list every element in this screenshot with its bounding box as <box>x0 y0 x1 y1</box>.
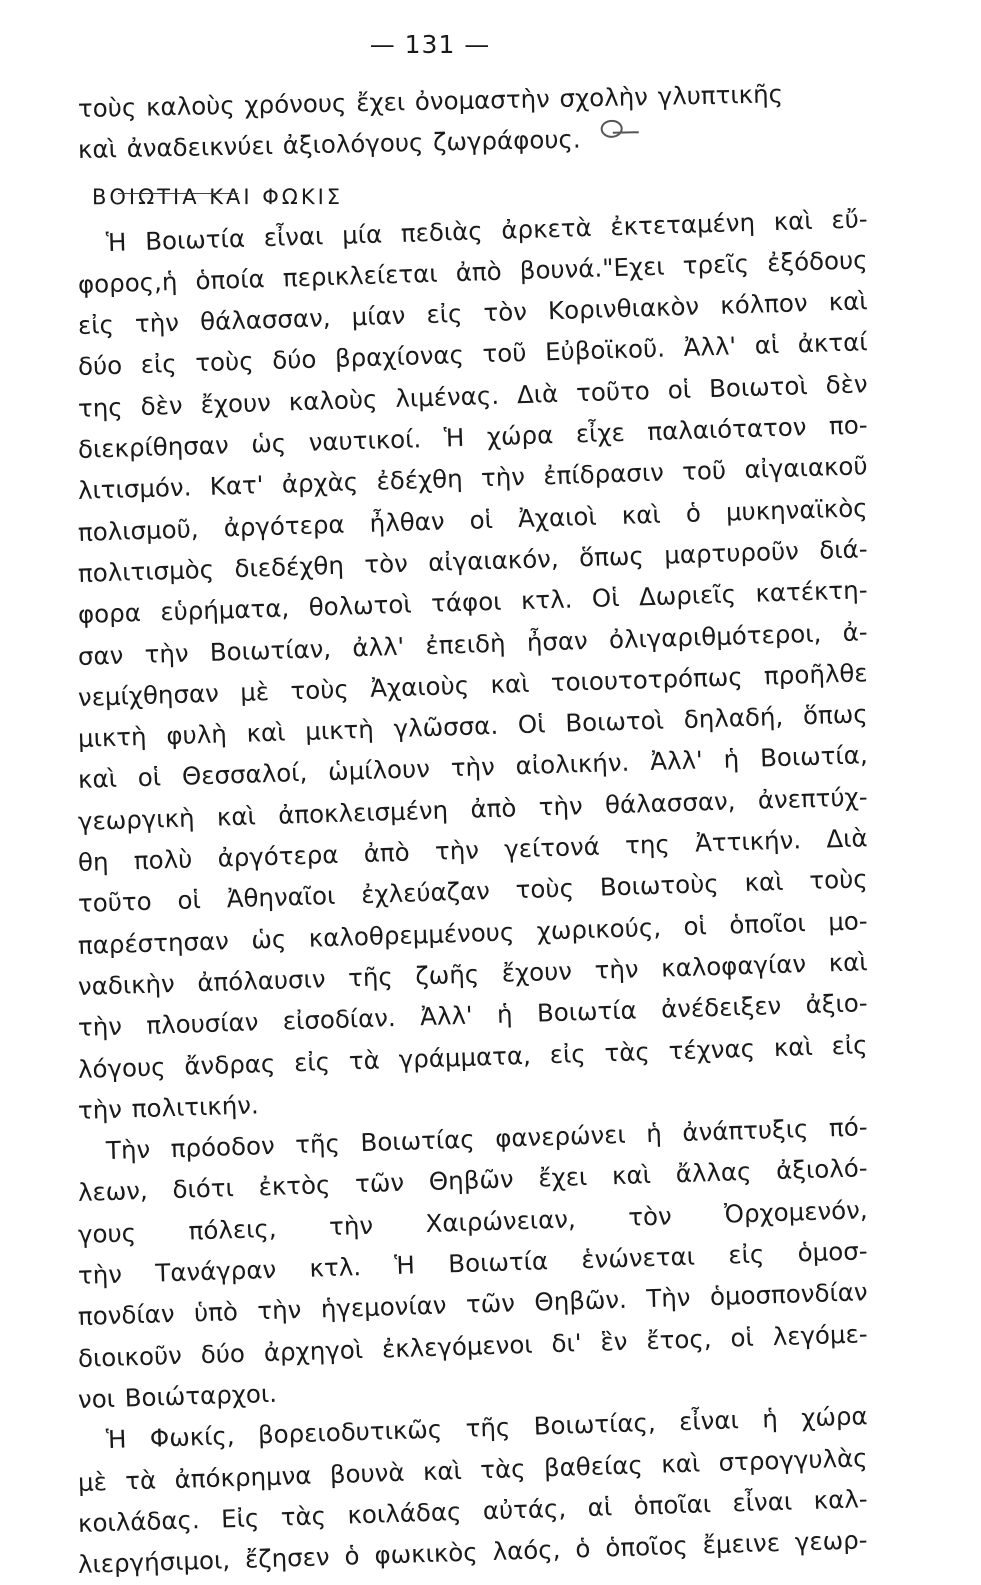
text-line: πολισμοῦ, ἀργότερα ἦλθαν οἱ Ἀχαιοὶ καὶ ὁ μυκηναϊκὸς <box>77 492 868 547</box>
text-line: φορα εὑρήματα, θολωτοὶ τάφοι κτλ. Οἱ Δωριεῖς κατέκτη- <box>77 575 868 630</box>
text-line: κοιλάδας. Εἰς τὰς κοιλάδας αὐτάς, αἱ ὁποῖαι εἶναι καλ- <box>77 1483 869 1538</box>
text-line: λεων, διότι ἐκτὸς τῶν Θηβῶν ἔχει καὶ ἄλλας ἀξιολό- <box>77 1153 868 1208</box>
text-line: τὴν Τανάγραν κτλ. Ἡ Βοιωτία ἑνώνεται εἰς ὁμοσ- <box>77 1236 869 1291</box>
text-line: καὶ ἀναδεικνύει ἀξιολόγους ζωγράφους. <box>77 124 581 165</box>
text-line: γους πόλεις, τὴν Χαιρώνειαν, τὸν Ὀρχομενόν, <box>77 1194 869 1249</box>
text-line: τὴν πολιτικήν. <box>77 1090 260 1125</box>
text-line: ναδικὴν ἀπόλαυσιν τῆς ζωῆς ἔχουν τὴν καλοφαγίαν καὶ <box>77 947 868 1001</box>
text-line: λιεργήσιμοι, ἔζησεν ὁ φωκικὸς λαός, ὁ ὁποῖος ἔμεινε γεωρ- <box>77 1525 868 1580</box>
heading-text: ΒΟΙΩΤΙΑ ΚΑΙ ΦΩΚΙΣ <box>92 184 344 209</box>
text-line: καὶ οἱ Θεσσαλοί, ὡμίλουν τὴν αἰολικήν. Ἀλλ' ἡ Βοιωτία, <box>77 740 869 795</box>
text-line: νεμίχθησαν μὲ τοὺς Ἀχαιοὺς καὶ τοιουτοτρόπως προῆλθε <box>77 658 868 712</box>
text-line: φορος,ἡ ὁποία περικλείεται ἀπὸ βουνά."Εχει τρεῖς ἐξόδους <box>77 245 868 299</box>
text-line: Ἡ Φωκίς, βορειοδυτικῶς τῆς Βοιωτίας, εἶναι ἡ χώρα <box>105 1401 868 1455</box>
text-line: παρέστησαν ὡς καλοθρεμμένους χωρικούς, οἱ ὁποῖοι μο- <box>77 905 869 960</box>
text-line: νοι Βοιώταρχοι. <box>77 1378 278 1414</box>
text-line: Τὴν πρόοδον τῆς Βοιωτίας φανερώνει ἡ ἀνάπτυξις πό- <box>105 1112 868 1166</box>
text-line: μικτὴ φυλὴ καὶ μικτὴ γλῶσσα. Οἱ Βοιωτοὶ δηλαδή, ὅπως <box>77 699 869 754</box>
text-line: Ἡ Βοιωτία εἶναι μία πεδιὰς ἀρκετὰ ἐκτεταμένη καὶ εὔ- <box>105 203 869 257</box>
text-line: θη πολὺ ἀργότερα ἀπὸ τὴν γείτονά της Ἀττικήν. Διὰ <box>77 823 868 878</box>
handwritten-loop-icon <box>594 118 634 139</box>
text-line: δύο εἰς τοὺς δύο βραχίονας τοῦ Εὐβοϊκοῦ. Ἀλλ' αἱ ἀκταί <box>77 327 868 382</box>
page-number: — 131 — <box>369 30 491 59</box>
text-line: πονδίαν ὑπὸ τὴν ἡγεμονίαν τῶν Θηβῶν. Τὴν ὁμοσπονδίαν <box>77 1277 868 1332</box>
text-line: διεκρίθησαν ὡς ναυτικοί. Ἡ χώρα εἶχε παλαιότατον πο- <box>77 410 869 465</box>
text-line: μὲ τὰ ἀπόκρημνα βουνὰ καὶ τὰς βαθείας καὶ στρογγυλὰς <box>77 1442 868 1497</box>
text-line: γεωργικὴ καὶ ἀποκλεισμένη ἀπὸ τὴν θάλασσαν, ἀνεπτύχ- <box>77 781 868 836</box>
text-line: εἰς τὴν θάλασσαν, μίαν εἰς τὸν Κορινθιακὸν κόλπον καὶ <box>77 286 869 341</box>
text-line: διοικοῦν δύο ἀρχηγοὶ ἐκλεγόμενοι δι' ἓν ἔτος, οἱ λεγόμε- <box>77 1318 869 1373</box>
text-line: λιτισμόν. Κατ' ἀρχὰς ἐδέχθη τὴν ἐπίδρασιν τοῦ αἰγαιακοῦ <box>77 451 868 506</box>
text-line: τὴν πλουσίαν εἰσοδίαν. Ἀλλ' ἡ Βοιωτία ἀνέδειξεν ἀξιο- <box>77 988 868 1043</box>
text-line: σαν τὴν Βοιωτίαν, ἀλλ' ἐπειδὴ ἦσαν ὀλιγαριθμότεροι, ἀ- <box>77 616 869 671</box>
text-line: λόγους ἄνδρας εἰς τὰ γράμματα, εἰς τὰς τέχνας καὶ εἰς <box>77 1029 868 1084</box>
text-line: τοὺς καλοὺς χρόνους ἔχει ὀνομαστὴν σχολὴν γλυπτικῆς <box>77 79 784 123</box>
text-line: της δὲν ἔχουν καλοὺς λιμένας. Διὰ τοῦτο οἱ Βοιωτοὶ δὲν <box>77 368 869 423</box>
text-line: πολιτισμὸς διεδέχθη τὸν αἰγαιακόν, ὅπως μαρτυροῦν διά- <box>77 534 868 588</box>
body-text <box>77 79 869 1585</box>
text-line: τοῦτο οἱ Ἀθηναῖοι ἐχλεύαζαν τοὺς Βοιωτοὺς καὶ τοὺς <box>77 864 869 919</box>
handwritten-strike-icon <box>118 193 238 194</box>
